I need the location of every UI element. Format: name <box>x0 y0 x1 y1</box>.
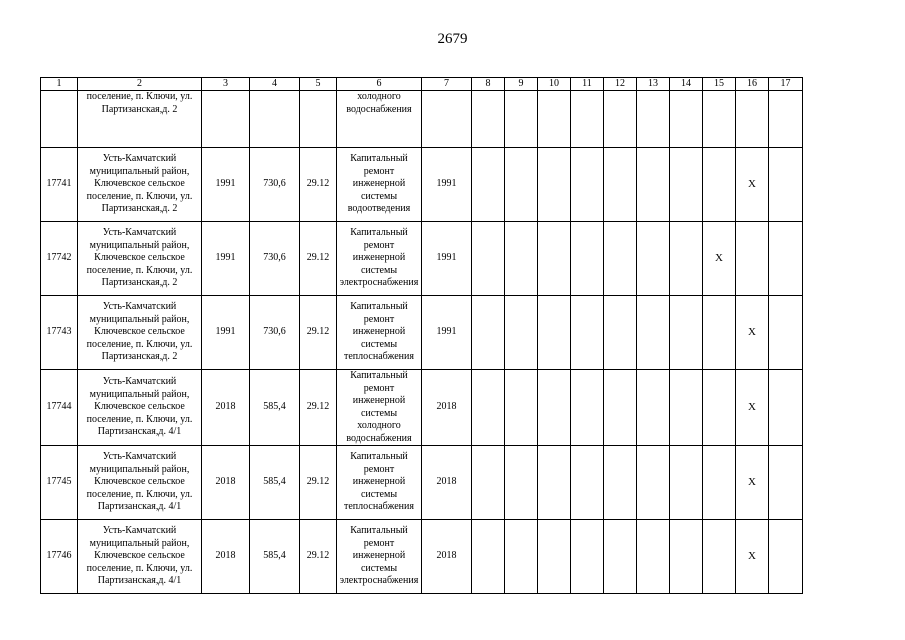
cell-address: Усть-Камчатский муниципальный район, Ключевское сельское поселение, п. Ключи, ул. Партизанская,д. 4/1 <box>78 446 202 520</box>
cell-col13 <box>637 370 670 446</box>
header-cell-8: 8 <box>472 78 505 91</box>
cell-col12 <box>604 222 637 296</box>
cell-col5: 29.12 <box>300 370 337 446</box>
header-cell-7: 7 <box>422 78 472 91</box>
cell-col16 <box>736 222 769 296</box>
cell-id <box>41 91 78 148</box>
table-row <box>41 370 803 446</box>
cell-col17 <box>769 222 803 296</box>
cell-col7: 1991 <box>422 296 472 370</box>
cell-work-type: Капитальный ремонт инженерной системы холодного водоснабжения <box>337 370 422 446</box>
cell-col11 <box>571 222 604 296</box>
cell-col8 <box>472 370 505 446</box>
cell-col9 <box>505 446 538 520</box>
cell-col10 <box>538 148 571 222</box>
cell-col8 <box>472 222 505 296</box>
cell-col9 <box>505 520 538 594</box>
cell-work-type: Капитальный ремонт инженерной системы водоотведения <box>337 148 422 222</box>
cell-col9 <box>505 222 538 296</box>
cell-work-type: Капитальный ремонт инженерной системы теплоснабжения <box>337 296 422 370</box>
cell-col15: Х <box>703 222 736 296</box>
cell-id: 17745 <box>41 446 78 520</box>
cell-col14 <box>670 446 703 520</box>
table-row <box>41 520 803 594</box>
cell-col12 <box>604 148 637 222</box>
header-cell-2: 2 <box>78 78 202 91</box>
cell-col8 <box>472 296 505 370</box>
cell-col5: 29.12 <box>300 296 337 370</box>
cell-col14 <box>670 148 703 222</box>
cell-address: Усть-Камчатский муниципальный район, Ключевское сельское поселение, п. Ключи, ул. Партизанская,д. 2 <box>78 222 202 296</box>
cell-year: 1991 <box>202 222 250 296</box>
cell-col10 <box>538 296 571 370</box>
cell-col5: 29.12 <box>300 148 337 222</box>
cell-col13 <box>637 148 670 222</box>
cell-area: 585,4 <box>250 446 300 520</box>
cell-work-type: Капитальный ремонт инженерной системы электроснабжения <box>337 520 422 594</box>
cell-col12 <box>604 370 637 446</box>
cell-col13 <box>637 91 670 148</box>
cell-col14 <box>670 520 703 594</box>
cell-work-type: холодного водоснабжения <box>337 91 422 148</box>
cell-area: 730,6 <box>250 222 300 296</box>
table-row <box>41 222 803 296</box>
cell-col15 <box>703 91 736 148</box>
cell-col15 <box>703 446 736 520</box>
table-row <box>41 296 803 370</box>
cell-area: 730,6 <box>250 148 300 222</box>
cell-col5: 29.12 <box>300 520 337 594</box>
cell-col16: Х <box>736 296 769 370</box>
header-cell-11: 11 <box>571 78 604 91</box>
cell-id: 17743 <box>41 296 78 370</box>
cell-col13 <box>637 446 670 520</box>
cell-col7: 2018 <box>422 370 472 446</box>
cell-col17 <box>769 91 803 148</box>
header-cell-10: 10 <box>538 78 571 91</box>
cell-col17 <box>769 446 803 520</box>
cell-col17 <box>769 520 803 594</box>
cell-id: 17746 <box>41 520 78 594</box>
cell-col15 <box>703 148 736 222</box>
cell-col10 <box>538 370 571 446</box>
cell-work-type: Капитальный ремонт инженерной системы теплоснабжения <box>337 446 422 520</box>
cell-area: 585,4 <box>250 370 300 446</box>
cell-address: Усть-Камчатский муниципальный район, Ключевское сельское поселение, п. Ключи, ул. Партизанская,д. 4/1 <box>78 370 202 446</box>
cell-col16: Х <box>736 446 769 520</box>
cell-col7: 1991 <box>422 148 472 222</box>
cell-year: 2018 <box>202 370 250 446</box>
cell-id: 17744 <box>41 370 78 446</box>
cell-col13 <box>637 296 670 370</box>
cell-year: 1991 <box>202 148 250 222</box>
header-cell-5: 5 <box>300 78 337 91</box>
cell-col10 <box>538 446 571 520</box>
cell-address: поселение, п. Ключи, ул. Партизанская,д. 2 <box>78 91 202 148</box>
cell-area: 730,6 <box>250 296 300 370</box>
registry-table <box>40 77 803 594</box>
cell-col7 <box>422 91 472 148</box>
cell-area <box>250 91 300 148</box>
cell-col14 <box>670 370 703 446</box>
cell-col16: Х <box>736 148 769 222</box>
cell-col11 <box>571 370 604 446</box>
cell-col7: 2018 <box>422 446 472 520</box>
header-cell-4: 4 <box>250 78 300 91</box>
cell-col9 <box>505 370 538 446</box>
cell-col10 <box>538 222 571 296</box>
cell-col10 <box>538 520 571 594</box>
cell-address: Усть-Камчатский муниципальный район, Ключевское сельское поселение, п. Ключи, ул. Партизанская,д. 2 <box>78 148 202 222</box>
header-cell-9: 9 <box>505 78 538 91</box>
cell-col14 <box>670 296 703 370</box>
cell-col16: Х <box>736 520 769 594</box>
header-cell-16: 16 <box>736 78 769 91</box>
cell-col5 <box>300 91 337 148</box>
cell-col16 <box>736 91 769 148</box>
cell-col9 <box>505 91 538 148</box>
cell-col11 <box>571 148 604 222</box>
cell-col7: 2018 <box>422 520 472 594</box>
header-cell-14: 14 <box>670 78 703 91</box>
cell-col13 <box>637 222 670 296</box>
table-row <box>41 446 803 520</box>
cell-col13 <box>637 520 670 594</box>
cell-year: 1991 <box>202 296 250 370</box>
cell-col12 <box>604 296 637 370</box>
cell-col5: 29.12 <box>300 446 337 520</box>
header-cell-17: 17 <box>769 78 803 91</box>
cell-col11 <box>571 520 604 594</box>
header-row <box>41 78 803 91</box>
cell-col11 <box>571 296 604 370</box>
cell-col12 <box>604 91 637 148</box>
header-cell-3: 3 <box>202 78 250 91</box>
cell-col17 <box>769 148 803 222</box>
cell-area: 585,4 <box>250 520 300 594</box>
cell-col8 <box>472 446 505 520</box>
cell-col11 <box>571 91 604 148</box>
header-cell-6: 6 <box>337 78 422 91</box>
cell-col8 <box>472 520 505 594</box>
cell-col17 <box>769 296 803 370</box>
header-cell-15: 15 <box>703 78 736 91</box>
table-row-continuation <box>41 91 803 148</box>
cell-col10 <box>538 91 571 148</box>
cell-col12 <box>604 520 637 594</box>
cell-col9 <box>505 296 538 370</box>
header-cell-1: 1 <box>41 78 78 91</box>
cell-col8 <box>472 148 505 222</box>
cell-col12 <box>604 446 637 520</box>
cell-col15 <box>703 520 736 594</box>
page-number: 2679 <box>437 31 468 47</box>
cell-col5: 29.12 <box>300 222 337 296</box>
cell-col9 <box>505 148 538 222</box>
cell-work-type: Капитальный ремонт инженерной системы электроснабжения <box>337 222 422 296</box>
cell-year: 2018 <box>202 520 250 594</box>
cell-id: 17741 <box>41 148 78 222</box>
cell-col15 <box>703 296 736 370</box>
cell-id: 17742 <box>41 222 78 296</box>
table-row <box>41 148 803 222</box>
cell-col7: 1991 <box>422 222 472 296</box>
cell-col17 <box>769 370 803 446</box>
header-cell-13: 13 <box>637 78 670 91</box>
cell-address: Усть-Камчатский муниципальный район, Ключевское сельское поселение, п. Ключи, ул. Партизанская,д. 2 <box>78 296 202 370</box>
header-cell-12: 12 <box>604 78 637 91</box>
cell-year <box>202 91 250 148</box>
cell-col8 <box>472 91 505 148</box>
cell-col15 <box>703 370 736 446</box>
cell-col14 <box>670 222 703 296</box>
cell-year: 2018 <box>202 446 250 520</box>
cell-col11 <box>571 446 604 520</box>
cell-address: Усть-Камчатский муниципальный район, Ключевское сельское поселение, п. Ключи, ул. Партизанская,д. 4/1 <box>78 520 202 594</box>
cell-col16: Х <box>736 370 769 446</box>
cell-col14 <box>670 91 703 148</box>
